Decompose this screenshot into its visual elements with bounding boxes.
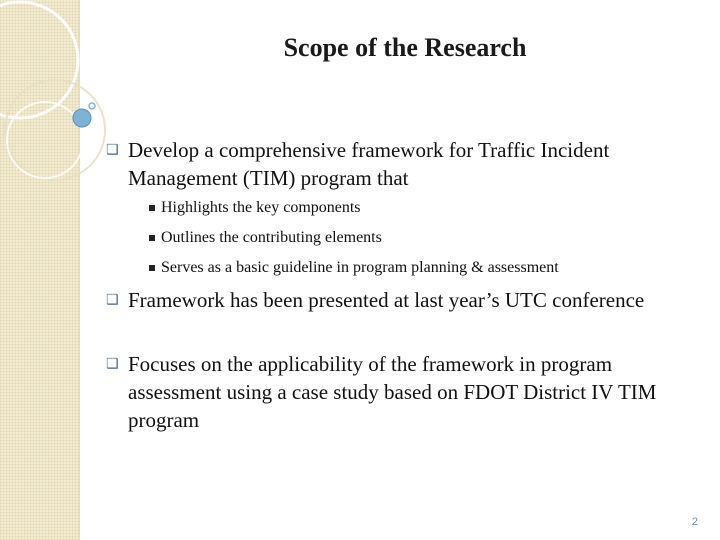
bullet-item-2 (106, 286, 646, 314)
decorative-sidebar (0, 0, 80, 540)
bullet-text: Develop a comprehensive framework for Traffic Incident Management (TIM) program that (128, 138, 610, 190)
sub-bullet-text: Outlines the contributing elements (161, 229, 382, 246)
sub-bullet-item (149, 258, 709, 278)
square-bullet-icon (149, 235, 155, 241)
bullet-text: Framework has been presented at last year’s UTC conference (128, 288, 645, 312)
bullet-q-icon: ❑ (106, 292, 119, 308)
page-number: 2 (691, 516, 698, 528)
square-bullet-icon (149, 265, 155, 271)
sub-bullet-item (149, 198, 689, 218)
square-bullet-icon (149, 205, 155, 211)
bullet-q-icon: ❑ (106, 356, 119, 372)
bullet-q-icon: ❑ (106, 142, 119, 158)
bullet-item-1 (106, 136, 706, 192)
sub-bullet-item (149, 228, 689, 248)
slide-title: Scope of the Research (283, 33, 527, 62)
bullet-item-3 (106, 350, 696, 434)
sub-bullet-text: Highlights the key components (161, 199, 361, 216)
bullet-text: Focuses on the applicability of the framework in program assessment using a case study based on FDOT District IV TIM program (128, 352, 657, 432)
sub-bullet-text: Serves as a basic guideline in program planning & assessment (161, 259, 559, 276)
